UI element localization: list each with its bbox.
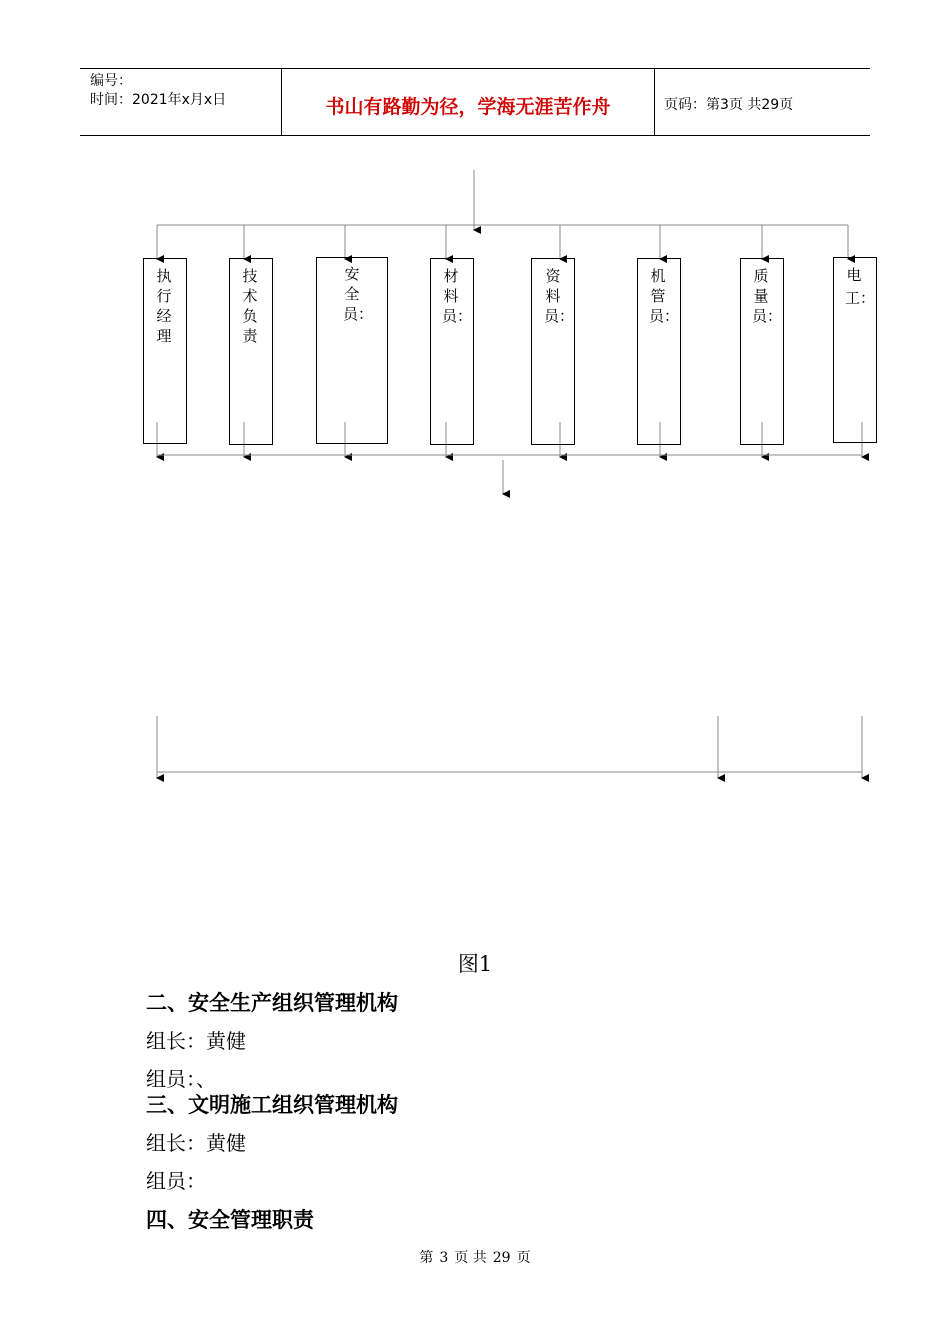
page-footer (0, 1247, 950, 1267)
section-3-members: 组员： (146, 1169, 206, 1193)
footer-current-page: 3 (439, 1250, 449, 1266)
section-2-heading: 二、安全生产组织管理机构 (146, 991, 398, 1015)
header-page-info: 页码：第3页 共29页 (664, 97, 794, 113)
org-label-executive-manager: 执行经理 (156, 267, 172, 345)
org-label-electrician: 电 工： (845, 266, 877, 307)
footer-suffix: 页 (516, 1250, 531, 1266)
org-label-technical-lead: 技术负责 (242, 267, 258, 345)
org-label-documents-officer: 资料员： (544, 267, 575, 325)
section-3-leader: 组长：黄健 (146, 1131, 246, 1155)
section-2-members: 组员：、 (146, 1067, 216, 1091)
section-2-leader: 组长：黄健 (146, 1029, 246, 1053)
footer-prefix: 第 (419, 1250, 434, 1266)
footer-total-pages: 29 (492, 1250, 511, 1266)
header-number: 编号： (90, 73, 132, 89)
org-label-safety-officer: 安全员： (343, 265, 374, 323)
footer-middle: 页 共 (454, 1250, 487, 1266)
section-4-heading: 四、安全管理职责 (146, 1208, 314, 1232)
header-motto: 书山有路勤为径，学海无涯苦作舟 (325, 96, 611, 118)
section-3-heading: 三、文明施工组织管理机构 (146, 1093, 398, 1117)
header-time: 时间：2021年x月x日 (90, 92, 227, 108)
figure-caption: 图1 (457, 952, 493, 976)
org-label-materials-officer: 材料员： (442, 267, 473, 325)
org-label-machinery-officer: 机管员： (649, 267, 680, 325)
org-label-quality-officer: 质量员： (752, 267, 783, 325)
